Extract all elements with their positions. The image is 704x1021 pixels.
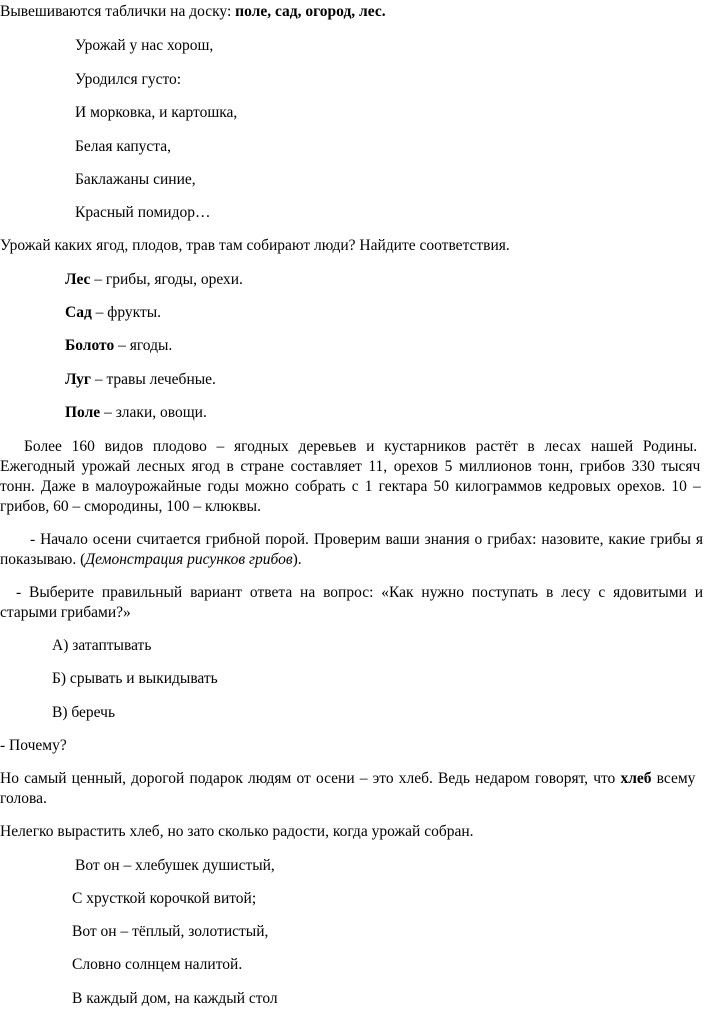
mushrooms-line: - Начало осени считается грибной порой. Проверим ваши знания о грибах: назовите, какие грибы я [30,531,703,548]
match-term: Болото [65,337,115,354]
poem1-line: И морковка, и картошка, [75,104,238,121]
bread-bold: хлеб [620,770,652,787]
match-term: Сад [65,304,92,321]
match-item [65,336,172,356]
poem1-line: Красный помидор… [75,204,211,221]
stats-line: тонн. Даже в малоурожайные годы можно собрать с 1 гектара 50 килограммов кедровых орехов. 10 – [0,478,701,495]
mushrooms-pre: показываю. ( [0,551,86,568]
stats-line: грибов, 60 – смородины, 100 – клюквы. [0,498,261,515]
poem1-line: Уродился густо: [75,71,182,88]
match-term: Луг [65,371,91,388]
mushrooms-italic: Демонстрация рисунков грибов [85,551,293,568]
match-item [65,303,161,323]
option-item: А) затаптывать [52,637,152,654]
match-item [65,370,216,390]
intro-bold: поле, сад, огород, лес. [235,3,386,20]
match-rest: – травы лечебные. [90,371,216,388]
match-rest: – злаки, овощи. [100,404,207,421]
why-line: - Почему? [0,737,67,754]
poem2-line: В каждый дом, на каждый стол [72,990,278,1007]
question-line: Урожай каких ягод, плодов, трав там собирают люди? Найдите соответствия. [0,237,510,254]
match-rest: – грибы, ягоды, орехи. [90,271,243,288]
poem1-line: Баклажаны синие, [75,171,196,188]
poem2-line: Вот он – тёплый, золотистый, [72,923,269,940]
bread-line: голова. [0,790,47,807]
hard-line: Нелегко вырастить хлеб, но зато сколько радости, когда урожай собран. [0,823,474,840]
mushrooms-post: ). [292,551,302,568]
match-term: Поле [65,404,101,421]
match-rest: – ягоды. [114,337,173,354]
bread-line [0,769,695,789]
choose-line: - Выберите правильный вариант ответа на вопрос: «Как нужно поступать в лесу с ядовитыми и [16,584,703,601]
poem2-line: Вот он – хлебушек душистый, [75,857,275,874]
intro-line [0,2,386,22]
choose-line: старыми грибами?» [0,604,131,621]
match-rest: – фрукты. [91,304,162,321]
option-item: В) беречь [52,704,116,721]
intro-text: Вывешиваются таблички на доску: [0,3,236,20]
poem1-line: Белая капуста, [75,138,172,155]
match-item [65,270,243,290]
mushrooms-line [0,550,302,570]
stats-line: Ежегодный урожай лесных ягод в стране составляет 11, орехов 5 миллионов тонн, грибов 330 тысяч [0,458,701,475]
poem2-line: Словно солнцем налитой. [72,956,243,973]
bread-pre: Но самый ценный, дорогой подарок людям от осени – это хлеб. Ведь недаром говорят, что [0,770,621,787]
match-term: Лес [65,271,91,288]
bread-post: всему [651,770,696,787]
poem2-line: С хрусткой корочкой витой; [72,890,257,907]
stats-line: Более 160 видов плодово – ягодных деревьев и кустарников растёт в лесах нашей Родины. [24,438,698,455]
poem1-line: Урожай у нас хорош, [75,37,214,54]
option-item: Б) срывать и выкидывать [52,670,218,687]
match-item [65,403,207,423]
